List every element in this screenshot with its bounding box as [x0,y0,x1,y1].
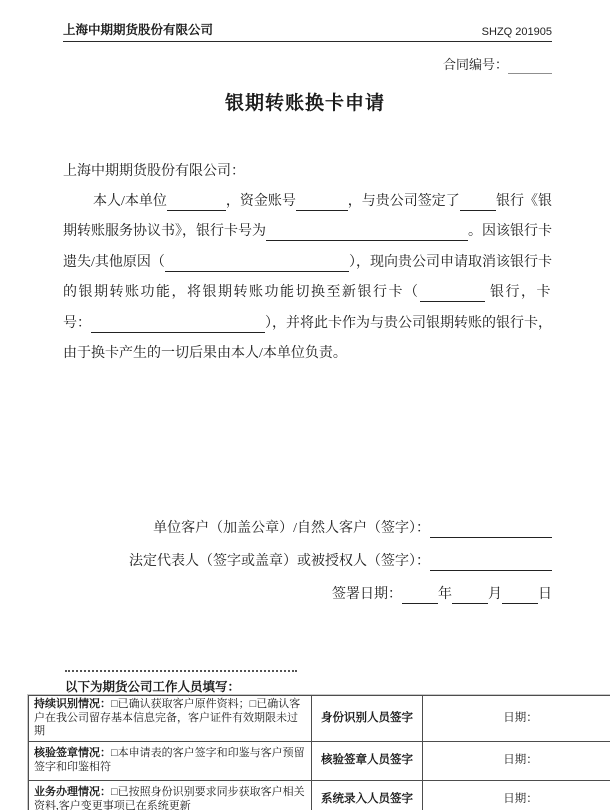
fill-in-blank [165,255,349,272]
year-label: 年 [438,587,452,602]
body-text: ，资金账号 [225,194,296,209]
body-text: 的银期转账功能，将银期转账功能切换至新银行卡（ [63,285,420,301]
row-description-cell: 核验签章情况：□本申请表的客户签字和印鉴与客户预留签字和印鉴相符 [29,741,312,780]
table-row [29,741,610,780]
body-text: 期转账服务协议书》，银行卡号为 [63,224,266,240]
date-day-blank [502,587,538,604]
staff-role-cell: 核验签章人员签字 [312,741,423,780]
date-label: 签署日期： [332,587,402,602]
fill-in-blank [266,224,468,241]
signature-line-representative [63,550,552,583]
fill-in-blank [420,285,486,302]
contract-number-line [63,54,552,74]
client-signature-blank [430,521,552,538]
day-label: 日 [538,587,552,602]
page-header [63,20,552,42]
row-label: 持续识别情况： [34,698,111,710]
body-line [63,312,552,342]
body-paragraph [63,190,552,372]
month-label: 月 [488,587,502,602]
representative-signature-blank [430,554,552,571]
staff-role-cell: 系统录入人员签字 [312,780,423,810]
body-line [63,342,552,372]
row-label: 核验签章情况： [34,747,111,759]
staff-role-cell: 身份识别人员签字 [312,696,423,742]
body-text: 本人/本单位 [93,194,167,209]
fill-in-blank [460,194,496,211]
table-row [29,780,610,810]
form-title: 银期转账换卡申请 [224,93,385,114]
doc-code: SHZQ 201905 [481,26,552,38]
fill-in-blank [296,194,348,211]
company-name: 上海中期期货股份有限公司 [63,23,214,37]
fill-in-blank [91,316,265,333]
staff-section-heading: 以下为期货公司工作人员填写： [65,680,241,694]
date-cell: 日期： [423,741,610,780]
signature-block [63,517,552,616]
body-text: 号： [63,315,91,331]
body-text: 银行，卡 [485,285,552,301]
staff-table [28,695,610,810]
row-description-cell: 业务办理情况：□已按照身份识别要求同步获取客户相关资料,客户变更事项已在系统更新 [29,780,312,810]
dotted-cut-line [65,664,297,672]
body-text: ），并将此卡作为与贵公司银期转账的银行卡， [265,315,552,331]
fill-in-blank [167,194,226,211]
signature-date-line [63,583,552,616]
date-cell: 日期： [423,780,610,810]
date-cell: 日期： [423,696,610,742]
contract-number-label: 合同编号： [442,57,508,72]
signature-line-client [63,517,552,550]
body-text: 由于换卡产生的一切后果由本人/本单位负责。 [63,345,347,361]
body-line [63,251,552,281]
body-line [63,220,552,250]
date-year-blank [402,587,438,604]
date-month-blank [452,587,488,604]
representative-signature-label: 法定代表人（签字或盖章）或被授权人（签字）： [129,554,430,569]
contract-number-blank [508,57,552,74]
body-text: 银行《银 [496,194,553,209]
row-label: 业务办理情况： [34,786,111,798]
body-text: 。因该银行卡 [468,224,552,240]
row-description-cell: 持续识别情况：□已确认获取客户原件资料；□已确认客户在我公司留存基本信息完备，客户证件有效期限未过期 [29,696,312,742]
body-line [63,281,552,311]
body-line [63,190,552,220]
client-signature-label: 单位客户（加盖公章）/自然人客户（签字）： [153,521,430,536]
table-row [29,696,610,742]
body-text: 遗失/其他原因（ [63,254,165,270]
body-text: ），现向贵公司申请取消该银行卡 [349,254,552,270]
body-text: ，与贵公司签定了 [347,194,460,209]
salutation: 上海中期期货股份有限公司： [63,164,245,179]
